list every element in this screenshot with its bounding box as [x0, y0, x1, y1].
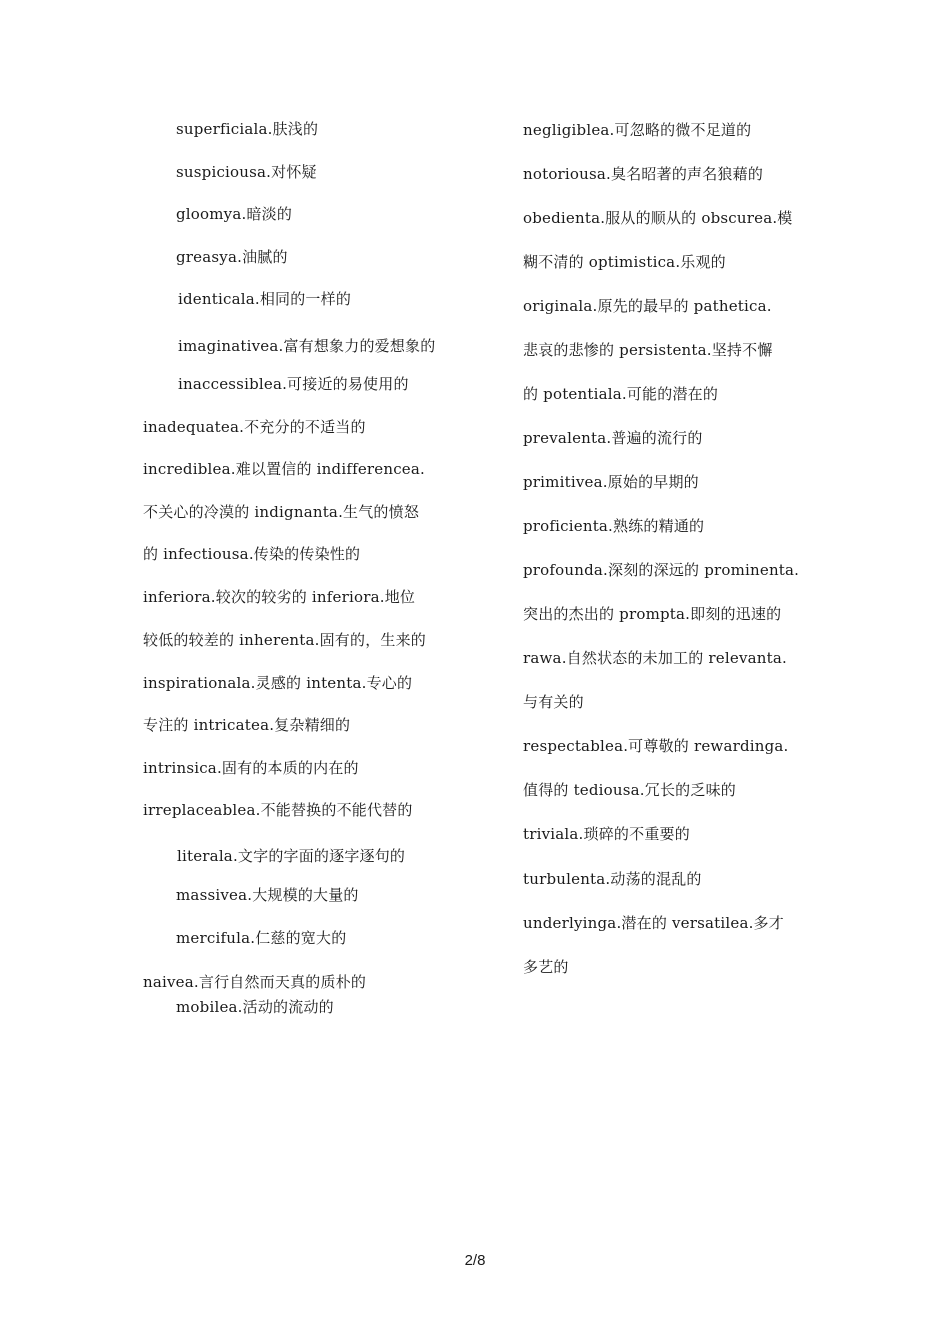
vocab-line: obedienta.服从的顺从的 obscurea.模	[523, 209, 793, 227]
vocab-line: profounda.深刻的深远的 prominenta.	[523, 561, 800, 579]
vocab-line: mercifula.仁慈的宽大的	[176, 929, 347, 947]
vocab-line: turbulenta.动荡的混乱的	[523, 870, 702, 888]
vocab-line: notoriousa.臭名昭著的声名狼藉的	[523, 165, 764, 183]
vocab-line: mobilea.活动的流动的	[176, 998, 334, 1016]
vocab-line: 专注的 intricatea.复杂精细的	[143, 716, 351, 734]
vocab-line: triviala.琐碎的不重要的	[523, 825, 690, 843]
vocab-line: 的 potentiala.可能的潜在的	[523, 385, 719, 403]
vocab-line: originala.原先的最早的 pathetica.	[523, 297, 772, 315]
vocab-line: identicala.相同的一样的	[178, 290, 352, 308]
vocab-line: suspiciousa.对怀疑	[176, 163, 317, 181]
vocab-line: intrinsica.固有的本质的内在的	[143, 759, 359, 777]
vocab-line: 较低的较差的 inherenta.固有的，生来的	[143, 631, 427, 649]
vocab-line: primitivea.原始的早期的	[523, 473, 699, 491]
vocab-line: greasya.油腻的	[176, 248, 288, 266]
vocab-line: inspirationala.灵感的 intenta.专心的	[143, 674, 413, 692]
vocab-line: negligiblea.可忽略的微不足道的	[523, 121, 752, 139]
vocab-line: 悲哀的悲惨的 persistenta.坚持不懈	[523, 341, 773, 359]
vocab-line: 的 infectiousa.传染的传染性的	[143, 545, 361, 563]
vocab-line: naivea.言行自然而天真的质朴的	[143, 973, 367, 991]
vocab-line: inaccessiblea.可接近的易使用的	[178, 375, 409, 393]
vocab-line: incrediblea.难以置信的 indifferencea.	[143, 460, 425, 478]
vocab-line: inferiora.较次的较劣的 inferiora.地位	[143, 588, 416, 606]
vocab-line: imaginativea.富有想象力的爱想象的	[178, 337, 436, 355]
vocab-line: 多艺的	[523, 958, 569, 976]
vocab-line: massivea.大规模的大量的	[176, 886, 359, 904]
vocab-line: 值得的 tediousa.冗长的乏味的	[523, 781, 736, 799]
vocab-line: prevalenta.普遍的流行的	[523, 429, 703, 447]
vocab-line: 突出的杰出的 prompta.即刻的迅速的	[523, 605, 782, 623]
page-number: 2/8	[464, 1252, 486, 1269]
vocab-line: proficienta.熟练的精通的	[523, 517, 705, 535]
vocab-line: underlyinga.潜在的 versatilea.多才	[523, 914, 784, 932]
vocab-line: literala.文字的字面的逐字逐句的	[177, 847, 406, 865]
vocab-line: gloomya.暗淡的	[176, 205, 293, 223]
vocab-line: inadequatea.不充分的不适当的	[143, 418, 366, 436]
vocab-line: 不关心的冷漠的 indignanta.生气的愤怒	[143, 503, 420, 521]
vocab-line: irreplaceablea.不能替换的不能代替的	[143, 801, 413, 819]
vocab-line: 与有关的	[523, 693, 584, 711]
vocab-line: superficiala.肤浅的	[176, 120, 319, 138]
vocab-line: respectablea.可尊敬的 rewardinga.	[523, 737, 789, 755]
vocab-line: rawa.自然状态的未加工的 relevanta.	[523, 649, 787, 667]
vocab-line: 糊不清的 optimistica.乐观的	[523, 253, 726, 271]
